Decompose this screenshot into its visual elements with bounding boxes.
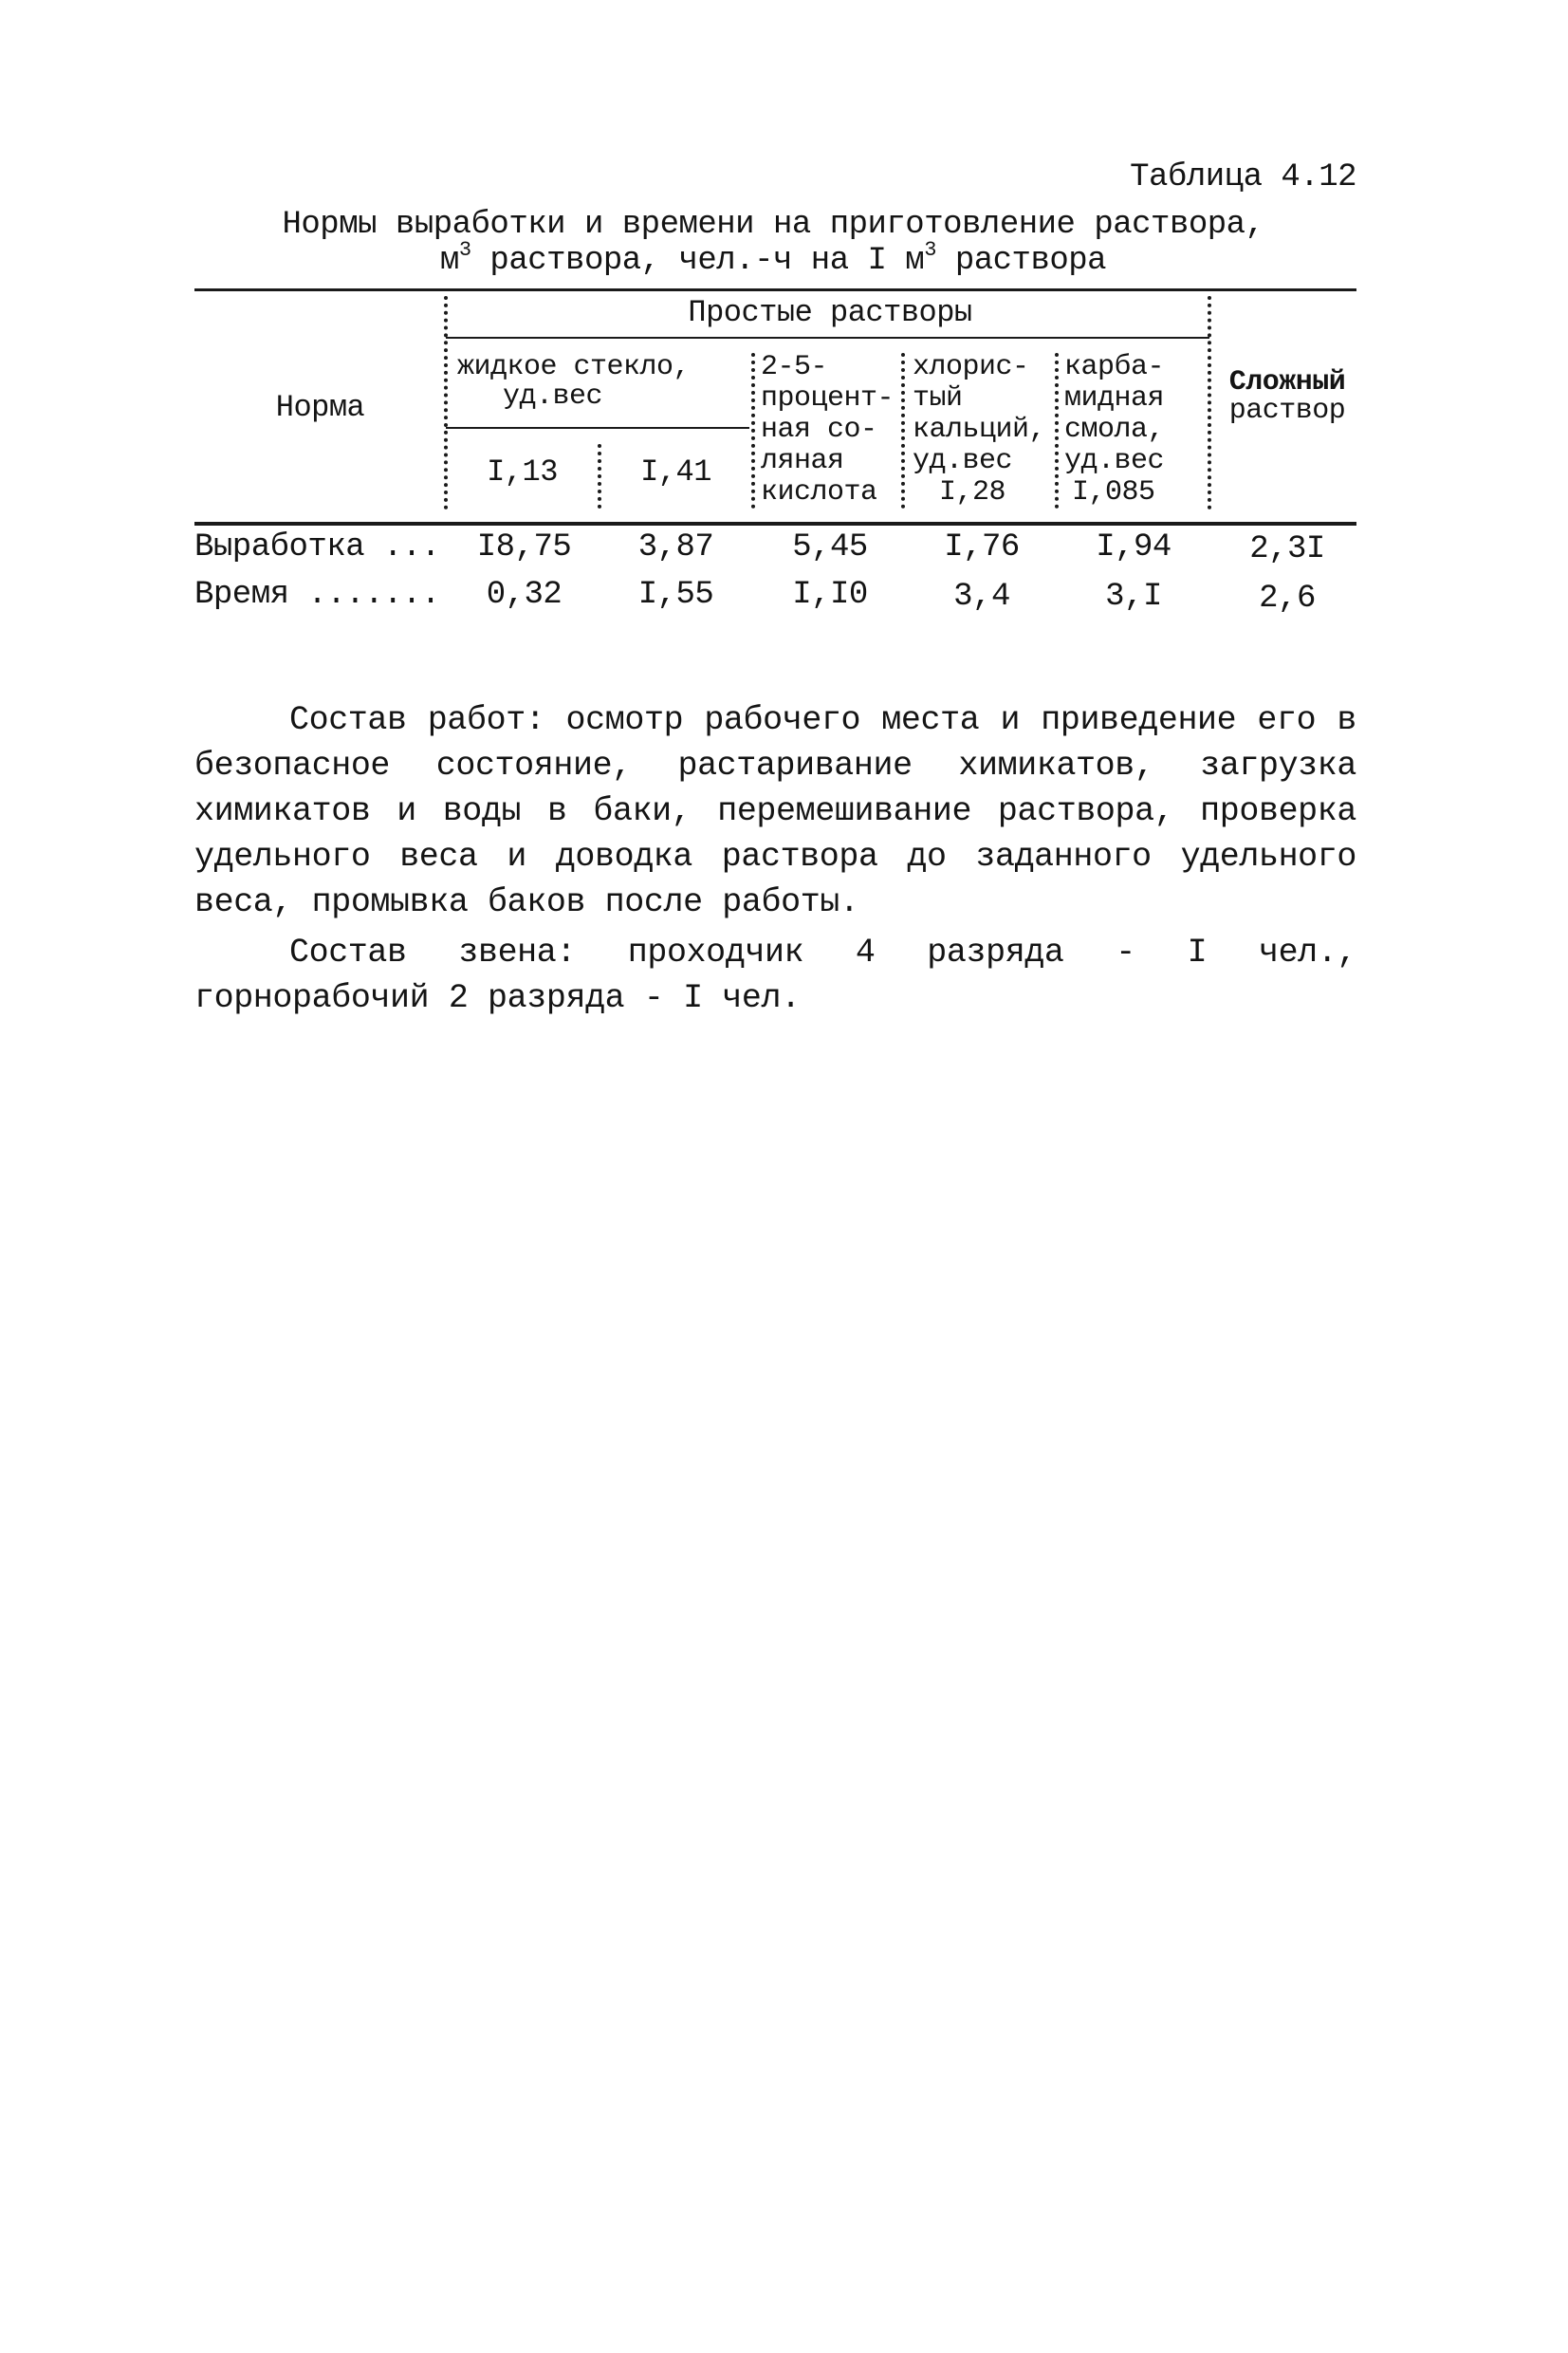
row-value: I8,75: [476, 529, 572, 565]
document-page: Таблица 4.12 Нормы выработки и времени на приготовление раствора, $м^3$ раствора, чел.-ч на I $м^3$ раствора Норма Простые растворы Сложный раствор жидкое стекло, уд.вес I,13 I,41 2-5- процент- ная со- ляная кислота хлорис- тый кальций, уд.вес I,28 карба- мидная смола, уд.вес I,085 Выработка ... I8,75 3,87 5,45 I,76 I,94 2,3I Время ....... 0,32 I,55 I,I0 3,4 3,I 2,6 Состав работ: осмотр рабочего места и приведение его в безопасное состояние, растаривание химикатов, загрузка химикатов и воды в баки, перемешивание раствора, проверка удельного веса и доводка раствора до заданного удельного веса, промывка баков после работы. Состав звена: проходчик 4 разряда - I чел., горнорабочий 2 разряда - I чел.: [0, 0, 1568, 2353]
row-value: 5,45: [792, 529, 868, 565]
separator-right: [1208, 296, 1211, 510]
table-number: Таблица 4.12: [1130, 159, 1356, 195]
row-value: I,94: [1096, 529, 1171, 565]
row-value: 2,3I: [1249, 531, 1325, 567]
row-value: 2,6: [1259, 581, 1316, 617]
separator-glass-sub: [598, 444, 601, 509]
row-value: 3,I: [1105, 579, 1162, 615]
row-value: 3,87: [637, 529, 714, 565]
row-label: Выработка ...: [194, 529, 440, 565]
row-value: I,55: [637, 577, 714, 613]
table-top-rule: [194, 288, 1356, 291]
liquid-glass-weight-2: I,41: [640, 454, 711, 490]
row-value: I,I0: [792, 577, 868, 613]
work-composition-paragraph: Состав работ: осмотр рабочего места и приведение его в безопасное состояние, растаривание химикатов, загрузка химикатов и воды в баки, перемешивание раствора, проверка удельного веса и доводка раствора до заданного удельного веса, промывка баков после работы.: [194, 701, 1356, 921]
separator-carb: [1055, 353, 1059, 509]
row-label: Время .......: [194, 577, 440, 613]
caption-line-1: Нормы выработки и времени на приготовление раствора,: [282, 207, 1264, 243]
simple-solutions-header: Простые растворы: [688, 295, 972, 330]
liquid-glass-weight-1: I,13: [487, 454, 558, 490]
separator-left: [444, 296, 448, 510]
crew-composition-paragraph: Состав звена: проходчик 4 разряда - I чел., горнорабочий 2 разряда - I чел.: [194, 934, 1356, 1017]
row-value: 3,4: [953, 579, 1010, 615]
norm-header: Норма: [275, 390, 365, 425]
table-caption: [190, 207, 1356, 279]
simple-header-rule: [446, 337, 1209, 339]
header-bottom-rule: [194, 522, 1356, 526]
liquid-glass-rule: [446, 427, 749, 429]
caption-line-2: $м^3$ раствора, чел.-ч на I $м^3$ раствора: [439, 238, 1107, 279]
row-value: 0,32: [486, 577, 563, 613]
separator-hcl: [751, 353, 755, 509]
row-value: I,76: [944, 529, 1020, 565]
separator-cacl: [901, 353, 905, 509]
